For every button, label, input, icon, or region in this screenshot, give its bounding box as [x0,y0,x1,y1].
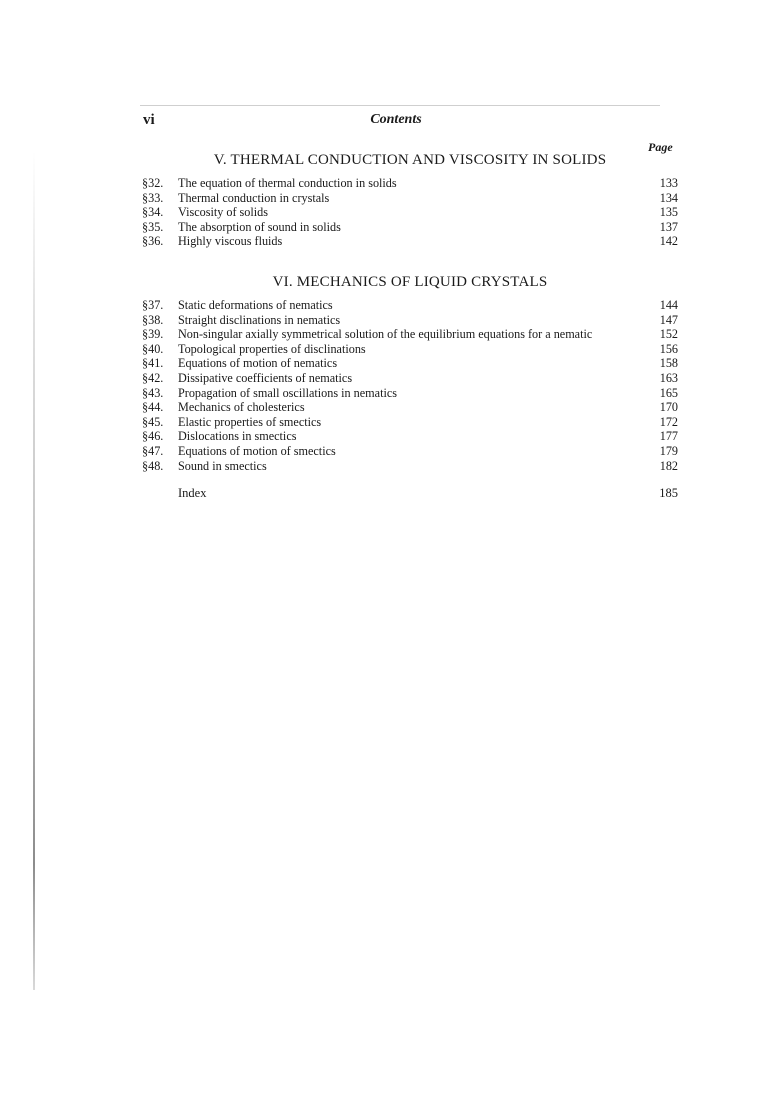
entry-page: 163 [659,370,678,385]
toc-entry[interactable] [142,327,678,342]
section-number: §35. [142,219,164,234]
section-number: §38. [142,312,164,327]
entry-title: Viscosity of solids [178,205,269,220]
entry-title: Equations of motion of smectics [178,443,336,458]
entry-title: Dislocations in smectics [178,429,297,444]
entry-title: The absorption of sound in solids [178,219,341,234]
entry-title: Straight disclinations in nematics [178,312,341,327]
entry-page: 179 [659,443,678,458]
entry-title: Elastic properties of smectics [178,414,322,429]
entry-title: Thermal conduction in crystals [178,190,330,205]
section-number: §45. [142,414,164,429]
part-title: V. THERMAL CONDUCTION AND VISCOSITY IN SOLIDS [213,152,607,168]
section-number: §46. [142,429,164,444]
toc-entry[interactable] [142,415,678,430]
toc-entry[interactable] [142,205,678,220]
toc-entry[interactable] [142,429,678,444]
toc-entry[interactable] [142,234,678,249]
scan-binding-shadow [33,150,35,990]
section-number: §34. [142,205,164,220]
toc-entry[interactable] [142,176,678,191]
section-number: §33. [142,190,164,205]
entry-title: Propagation of small oscillations in nematics [178,385,398,400]
section-number: §36. [142,234,164,249]
section-number: §41. [142,356,164,371]
toc-list [142,176,678,249]
section-number: §48. [142,458,164,473]
section-number: §44. [142,400,164,415]
entry-title: Mechanics of cholesterics [178,400,305,415]
section-number: §47. [142,443,164,458]
section-number: §40. [142,341,164,356]
section-number: §37. [142,298,164,312]
section-number: §43. [142,385,164,400]
entry-page: 156 [659,341,678,356]
toc-entry[interactable] [142,400,678,415]
entry-title: Topological properties of disclinations [178,341,366,356]
toc-entry[interactable] [142,191,678,206]
section-number: §39. [142,327,164,342]
section-number: §32. [142,176,164,190]
entry-page: 147 [659,312,678,327]
toc-list [142,298,678,473]
toc-entry[interactable] [142,356,678,371]
entry-page: 144 [659,298,678,312]
entry-page: 134 [659,190,678,205]
entry-page: 170 [659,400,678,415]
entry-title: Static deformations of nematics [178,298,333,312]
page-column-label: Page [648,140,673,154]
entry-page: 177 [659,429,678,444]
toc-entry[interactable] [142,444,678,459]
entry-page: 137 [659,219,678,234]
page-number: vi [143,112,155,128]
entry-title: Sound in smectics [178,458,267,473]
toc-entry[interactable] [142,313,678,328]
entry-title: Highly viscous fluids [178,234,283,249]
running-head: Contents [370,112,422,127]
toc-entry[interactable] [142,342,678,357]
toc-entry[interactable] [142,371,678,386]
entry-title: Non-singular axially symmetrical solution of the equilibrium equations for a nematic [178,327,593,342]
entry-title: Dissipative coefficients of nematics [178,370,353,385]
entry-title: The equation of thermal conduction in solids [178,176,397,190]
entry-page: 172 [659,414,678,429]
section-number: §42. [142,370,164,385]
entry-page: 135 [659,205,678,220]
part-title: VI. MECHANICS OF LIQUID CRYSTALS [272,274,548,290]
entry-page: 133 [659,176,678,190]
toc-entry[interactable] [142,459,678,474]
entry-title: Equations of motion of nematics [178,356,338,371]
entry-page: 152 [659,327,678,342]
toc-entry[interactable] [142,220,678,235]
header-rule [140,105,660,106]
toc-entry[interactable] [142,298,678,313]
entry-page: 142 [659,234,678,249]
entry-page: 182 [659,458,678,473]
toc-entry[interactable] [142,386,678,401]
entry-page: 185 [659,486,678,500]
entry-page: 158 [659,356,678,371]
index-label: Index [178,486,207,500]
entry-page: 165 [659,385,678,400]
toc-entry-index[interactable] [178,486,678,502]
